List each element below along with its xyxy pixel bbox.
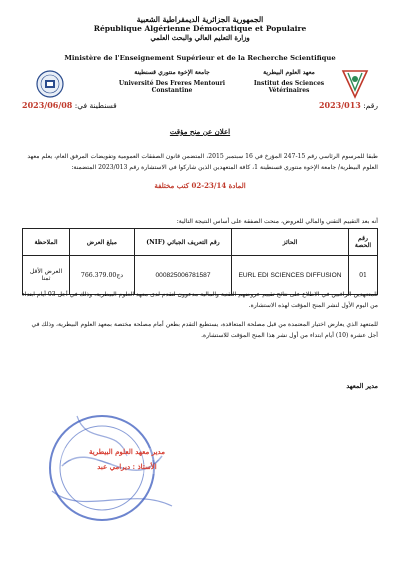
stamp-graphic [22,396,207,546]
result-intro: أنه بعد التقييم التقني والمالي للعروض، منحت الصفقة على أساس النتيجة التالية: [176,218,378,225]
document-title: اعلان عن منح مؤقت [169,127,231,136]
official-stamp [22,396,207,546]
cell-lot: 01 [349,256,378,295]
header-lot: رقم الحصة [349,229,378,256]
university-ar: جامعة الإخوة منتوري قسنطينة [134,69,210,76]
institute-fr: Institut des Sciences Vétérinaires [253,80,325,94]
cell-amount: 766.379.00دج [70,256,135,295]
reference-label: رقم: [363,101,378,110]
stamp-line-2: الأستاذ : ديرامي عبد [97,462,157,471]
header-holder: الحائز [232,229,349,256]
university-logo [36,70,64,98]
table-header-row [23,229,378,256]
ministry-ar: وزارة التعليم العالي والبحث العلمي [150,34,250,42]
university-fr: Université Des Freres Mentouri Constantine [118,80,226,94]
issue-date [22,100,152,110]
award-table [22,228,378,295]
republic-ar: الجمهورية الجزائرية الديمقراطية الشعبية [136,15,264,24]
header-amount: مبلغ العرض [70,229,135,256]
reference-value: 2023/013 [318,100,361,110]
intro-paragraph: طبقا للمرسوم الرئاسي رقم 15-247 المؤرخ في 16 سبتمبر 2015، المتضمن قانون الصفقات العمومية وتفويضات المرفق العام، يعلم معهد العلوم البيطرية/ جامعة الإخوة منتوري قسنطينة 1، كافة المتعهدين الذين شاركوا في الاستشارة رقم 2023/013 المتضمنة: [27,153,378,171]
cell-note: العرض الأقل ثمنا [23,256,70,295]
cell-holder: EURL EDI SCIENCES DIFFUSION [232,256,349,295]
subject-line: المادة 23/14-02 كتب مختلفة [154,181,246,190]
institute-logo [340,68,370,100]
reference-number [268,100,378,110]
appeal-paragraph: للمتعهد الذي يعارض اختيار المعتمدة من قبل مصلحة المتعاقدة، يستطيع التقدم بطعن أمام مصلحة مختصة بمعهد العلوم البيطرية، وذلك في أجل عشرة (10) أيام ابتداء من أول نشر هذا المنح المؤقت للاستشارة. [31,321,378,339]
header-note: الملاحظة [23,229,70,256]
date-label: قسنطينة في: [74,101,117,110]
stamp-line-1: مدير معهد العلوم البيطرية [89,447,165,456]
consultation-paragraph: للمتعهدين الراغبين في الاطلاع على نتائج تقييم عروضهم التقنية والمالية مدعوون لتقدم لدى معهد العلوم البيطرية، وذلك في أجل 03 أيام ابتداء من اليوم الأول لنشر المنح المؤقت لهذه الاستشارة. [22,291,378,309]
date-value: 2023/06/08 [22,100,73,110]
signature-title: مدير المعهد [346,382,378,390]
institute-ar: معهد العلوم البيطرية [263,69,315,76]
cell-nif: 000825006781587 [135,256,232,295]
republic-fr: République Algérienne Démocratique et Populaire [93,24,307,33]
header-nif: رقم التعريف الجبائي (NIF) [135,229,232,256]
ministry-fr: Ministère de l'Enseignement Supérieur et de la Recherche Scientifique [64,54,336,62]
